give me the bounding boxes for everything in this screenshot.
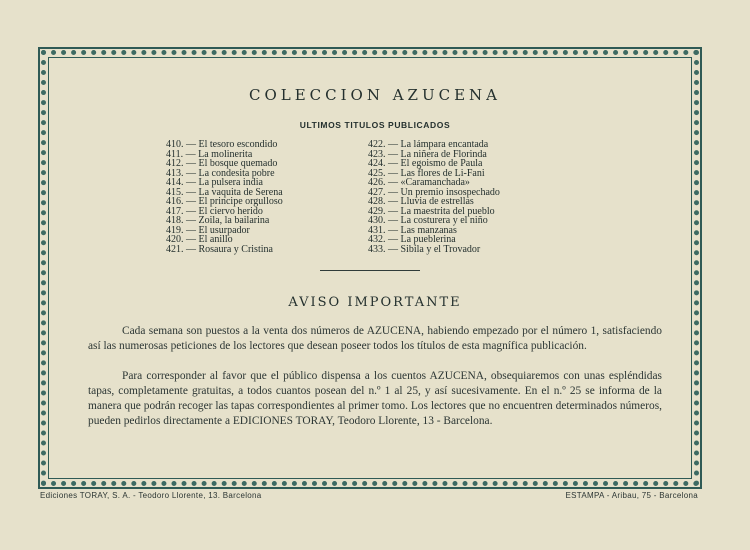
list-item: 421. — Rosaura y Cristina bbox=[166, 243, 273, 255]
list-item: 428. — Lluvia de estrellas bbox=[368, 196, 474, 207]
list-item: 419. — El usurpador bbox=[166, 224, 250, 236]
collection-title: COLECCION AZUCENA bbox=[248, 86, 502, 104]
list-item: 412. — El bosque quemado bbox=[166, 158, 278, 169]
list-item: 429. — La maestrita del pueblo bbox=[368, 205, 495, 217]
list-item: 431. — Las manzanas bbox=[368, 224, 457, 236]
list-item: 415. — La vaquita de Serena bbox=[166, 186, 283, 198]
list-item: 422. — La lámpara encantada bbox=[368, 139, 489, 150]
list-item: 432. — La pueblerina bbox=[368, 234, 456, 245]
list-item: 425. — Las flores de Li-Fani bbox=[368, 167, 485, 179]
list-item: 414. — La pulsera india bbox=[166, 177, 263, 188]
list-item: 426. — «Caramanchada» bbox=[368, 177, 470, 188]
titles-list-left bbox=[166, 140, 283, 254]
printer-imprint: ESTAMPA - Aribau, 75 - Barcelona bbox=[565, 491, 698, 500]
list-item: 420. — El anillo bbox=[166, 234, 233, 245]
list-item: 427. — Un premio insospechado bbox=[368, 186, 500, 198]
list-item: 424. — El egoismo de Paula bbox=[368, 158, 483, 169]
paragraph-1-text: Cada semana son puestos a la venta dos números de AZUCENA, habiendo empezado por el número 1, satisfaciendo así las numerosas peticiones de los lectores que desean poseer todos los títulos de esta magnífica publicación. bbox=[88, 325, 662, 352]
list-heading: ULTIMOS TITULOS PUBLICADOS bbox=[299, 120, 451, 130]
list-item: 417. — El ciervo herido bbox=[166, 205, 263, 217]
list-item: 410. — El tesoro escondido bbox=[166, 139, 278, 150]
notice-paragraph-1 bbox=[88, 324, 662, 354]
section-divider bbox=[320, 270, 420, 271]
titles-list-right bbox=[368, 140, 500, 254]
list-item: 411. — La molinerita bbox=[166, 148, 253, 160]
list-item: 433. — Sibila y el Trovador bbox=[368, 243, 481, 255]
list-item: 423. — La niñera de Florinda bbox=[368, 148, 487, 160]
list-item: 416. — El principe orgulloso bbox=[166, 196, 283, 207]
paragraph-2-text: Para corresponder al favor que el público dispensa a los cuentos AZUCENA, obsequiaremos con unas espléndidas tapas, completamente gratuitas, a todos cuantos posean del n.º 1 al 25, y así sucesivamente. En el n.º 25 se informa de la manera que podrán recoger las tapas correspondientes al primer tomo. Los lectores que no encuentren determinados números, pueden pedirlos directamente a EDICIONES TORAY, Teodoro Llorente, 13 - Barcelona. bbox=[88, 370, 662, 427]
list-item: 413. — La condesita pobre bbox=[166, 167, 275, 179]
list-item: 430. — La costurera y el niño bbox=[368, 215, 488, 226]
list-item: 418. — Zoila, la bailarina bbox=[166, 215, 270, 226]
notice-title: AVISO IMPORTANTE bbox=[288, 295, 462, 310]
notice-paragraph-2 bbox=[88, 369, 662, 429]
publisher-imprint: Ediciones TORAY, S. A. - Teodoro Llorente, 13. Barcelona bbox=[40, 491, 262, 500]
